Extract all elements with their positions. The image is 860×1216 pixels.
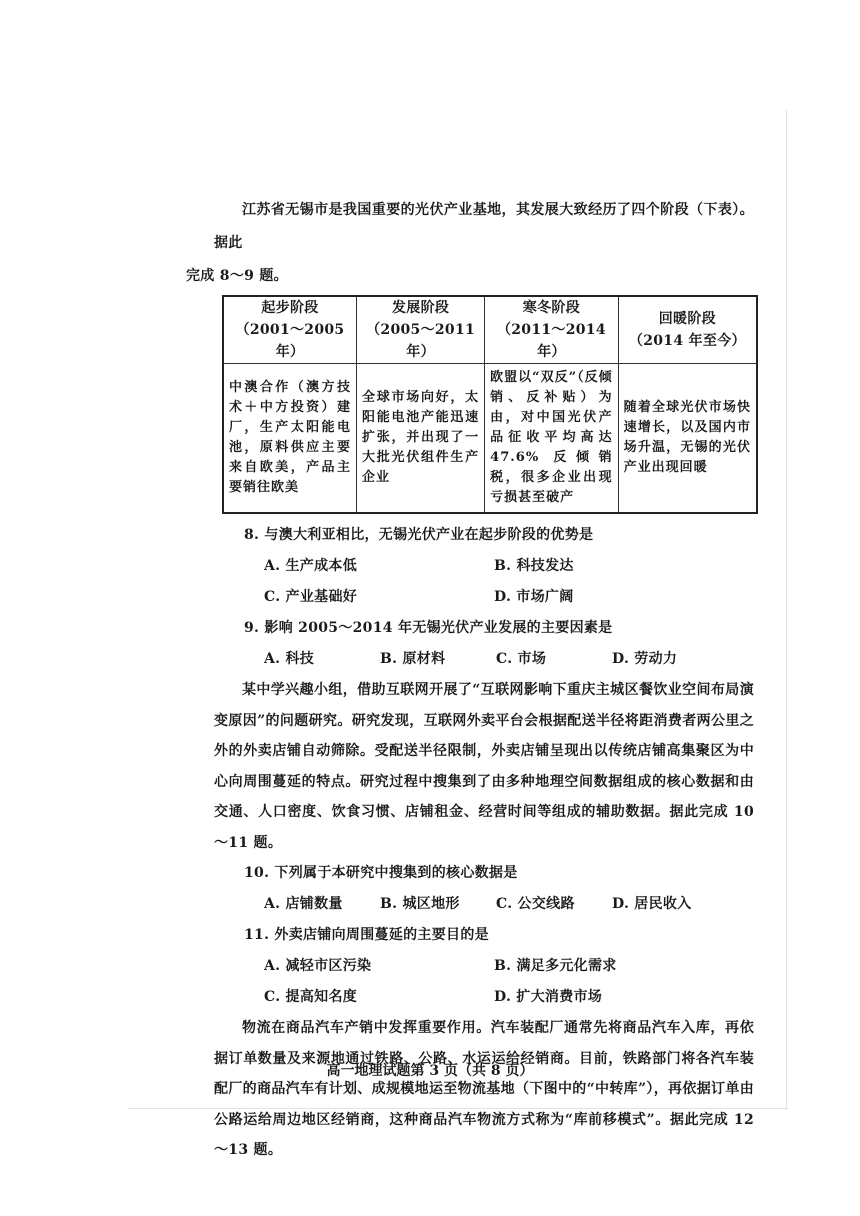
q10-option-b[interactable]: B. 城区地形 — [380, 896, 460, 912]
stage-cell-3: 欧盟以“双反”（反倾销、反补贴）为由，对中国光伏产品征收平均高达 47.6% 反倾销税，很多企业出现亏损甚至破产 — [485, 364, 619, 514]
question-8-options-row1 — [214, 551, 754, 582]
stage-header-4: 回暖阶段 （2014 年至今） — [618, 296, 757, 364]
q10-option-a[interactable]: A. 店铺数量 — [264, 896, 343, 912]
q11-option-a[interactable]: A. 减轻市区污染 — [264, 958, 372, 974]
question-11: 11. 外卖店铺向周围蔓延的主要目的是 — [244, 927, 489, 943]
q8-option-d[interactable]: D. 市场广阔 — [494, 589, 574, 605]
stage-header-1: 起步阶段 （2001～2005 年） — [223, 296, 357, 364]
intro-10-11: 某中学兴趣小组，借助互联网开展了“互联网影响下重庆主城区餐饮业空间布局演变原因”的问题研究。研究发现，互联网外卖平台会根据配送半径将距消费者两公里之外的外卖店铺自动筛除。受配送半径限制，外卖店铺呈现出以传统店铺高集聚区为中心向周围蔓延的特点。研究过程中搜集到了由多种地理空间数据组成的核心数据和由交通、人口密度、饮食习惯、店铺租金、经营时间等组成的辅助数据。据此完成 10～11 题。 — [214, 682, 754, 851]
q9-option-b[interactable]: B. 原材料 — [380, 651, 446, 667]
stages-table — [222, 295, 758, 514]
q9-option-c[interactable]: C. 市场 — [496, 651, 547, 667]
intro-12-13: 物流在商品汽车产销中发挥重要作用。汽车装配厂通常先将商品汽车入库，再依据订单数量及来源地通过铁路、公路、水运运给经销商。目前，铁路部门将各汽车装配厂的商品汽车有计划、成规模地运至物流基地（下图中的“中转库”），再依据订单由公路运给周边地区经销商，这种商品汽车物流方式称为“库前移模式”。据此完成 12～13 题。 — [214, 1020, 754, 1158]
q8-option-b[interactable]: B. 科技发达 — [494, 558, 574, 574]
q9-option-d[interactable]: D. 劳动力 — [612, 651, 678, 667]
stage-header-2: 发展阶段 （2005～2011 年） — [357, 296, 485, 364]
q11-option-b[interactable]: B. 满足多元化需求 — [494, 958, 617, 974]
question-9-options — [214, 644, 754, 675]
question-10: 10. 下列属于本研究中搜集到的核心数据是 — [244, 865, 518, 881]
stage-cell-1: 中澳合作（澳方技术＋中方投资）建厂，生产太阳能电池，原料供应主要来自欧美，产品主要销往欧美 — [223, 364, 357, 514]
intro-8-9-line1: 江苏省无锡市是我国重要的光伏产业基地，其发展大致经历了四个阶段（下表）。据此 — [214, 202, 754, 251]
page-content — [186, 194, 754, 1166]
q10-option-d[interactable]: D. 居民收入 — [612, 896, 692, 912]
question-10-options — [214, 889, 754, 920]
q8-option-c[interactable]: C. 产业基础好 — [264, 589, 358, 605]
question-8-options-row2 — [214, 582, 754, 613]
stage-header-3: 寒冬阶段 （2011～2014 年） — [485, 296, 619, 364]
stages-header-row — [223, 296, 757, 364]
q9-option-a[interactable]: A. 科技 — [264, 651, 315, 667]
question-8: 8. 与澳大利亚相比，无锡光伏产业在起步阶段的优势是 — [244, 527, 594, 543]
q11-option-d[interactable]: D. 扩大消费市场 — [494, 989, 603, 1005]
scan-edge-right — [786, 110, 787, 1110]
q11-option-c[interactable]: C. 提高知名度 — [264, 989, 358, 1005]
stages-body-row — [223, 364, 757, 514]
question-11-options-row1 — [214, 951, 754, 982]
intro-8-9 — [186, 194, 754, 293]
question-11-options-row2 — [214, 982, 754, 1013]
page-footer: 高一地理试题第 3 页（共 8 页） — [326, 1063, 534, 1079]
stage-cell-4: 随着全球光伏市场快速增长，以及国内市场升温，无锡的光伏产业出现回暖 — [618, 364, 757, 514]
intro-8-9-line2: 完成 8～9 题。 — [186, 268, 288, 284]
question-9: 9. 影响 2005～2014 年无锡光伏产业发展的主要因素是 — [244, 620, 613, 636]
q10-option-c[interactable]: C. 公交线路 — [496, 896, 575, 912]
q8-option-a[interactable]: A. 生产成本低 — [264, 558, 358, 574]
stage-cell-2: 全球市场向好，太阳能电池产能迅速扩张，并出现了一大批光伏组件生产企业 — [357, 364, 485, 514]
